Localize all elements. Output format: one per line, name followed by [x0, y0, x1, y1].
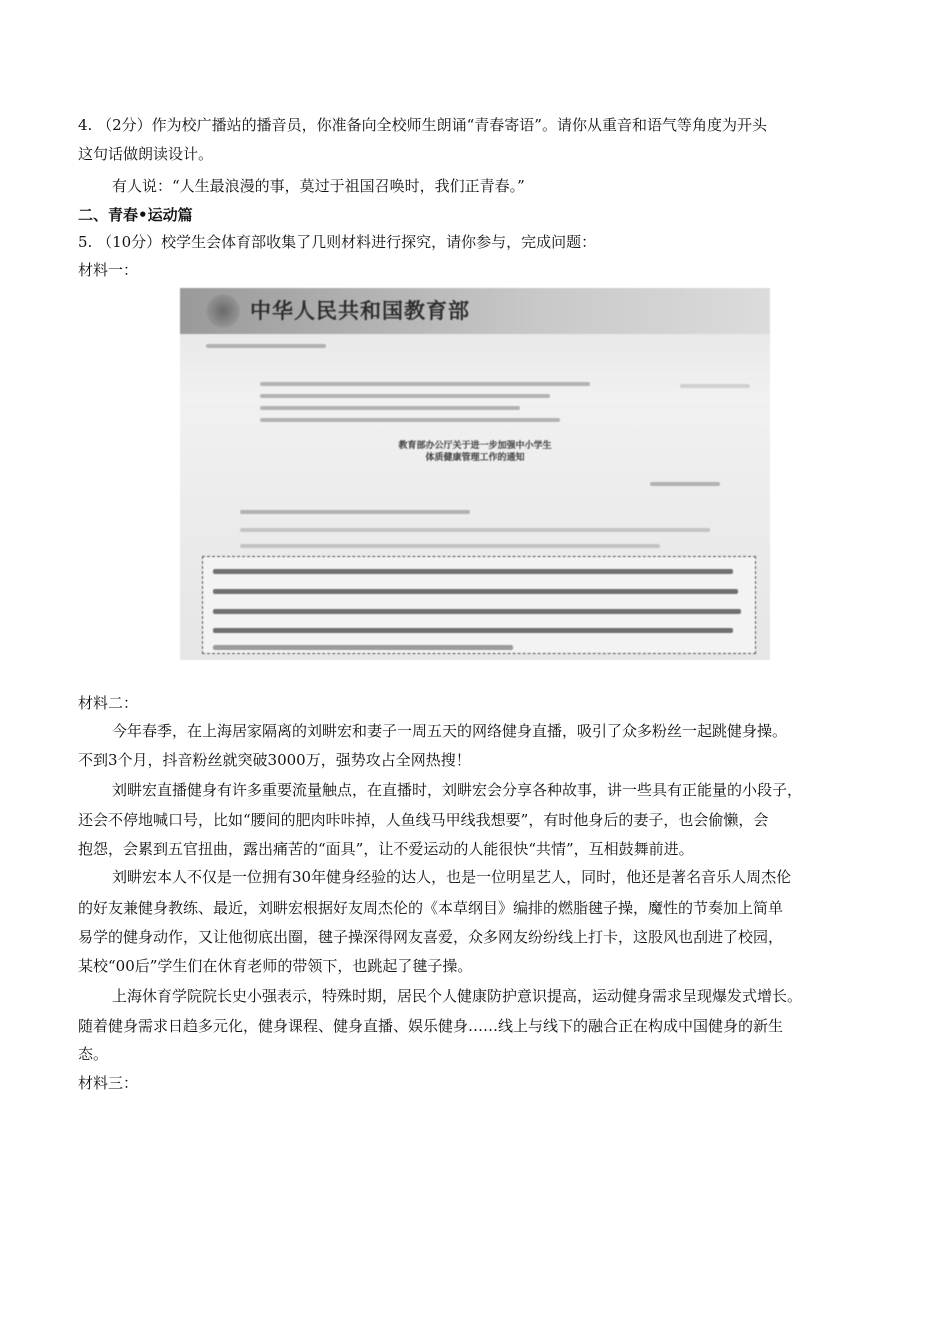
question-4-line-1: 4. （2分）作为校广播站的播音员，你准备向全校师生朗诵“青春寄语”。请你从重音和语气等角度为开头 [78, 116, 767, 134]
material-1-label: 材料一： [78, 261, 139, 279]
m2-paragraph-3-line-4: 某校“00后”学生们在休育老师的带领下，也跳起了毽子操。 [78, 957, 473, 975]
m2-paragraph-4-line-2: 随着健身需求日趋多元化，健身课程、健身直播、娱乐健身……线上与线下的融合正在构成中国健身的新生 [78, 1017, 784, 1035]
m2-paragraph-4-line-1: 上海休育学院院长史小强表示，特殊时期，居民个人健康防护意识提高，运动健身需求呈现爆发式增长。 [112, 987, 803, 1005]
ministry-name: 中华人民共和国教育部 [250, 299, 470, 323]
m2-paragraph-4-line-3: 态。 [78, 1045, 109, 1063]
m2-paragraph-2-line-3: 抱怨，会累到五官扭曲，露出痛苦的“面具”，让不爱运动的人能很快“共情”，互相鼓舞前进。 [78, 840, 694, 858]
question-5-intro: 5. （10分）校学生会体育部收集了几则材料进行探究，请你参与，完成问题： [78, 233, 597, 251]
document-title-1: 教育部办公厅关于进一步加强中小学生 [398, 441, 552, 451]
question-4-quote: 有人说：“人生最浪漫的事，莫过于祖国召唤时，我们正青春。” [112, 177, 525, 195]
material-1-screenshot [180, 288, 770, 660]
m2-paragraph-3-line-2: 的好友兼健身教练、最近，刘畊宏根据好友周杰伦的《本草纲目》编排的燃脂毽子操，魔性的节奏加上简单 [78, 899, 784, 917]
m2-paragraph-3-line-3: 易学的健身动作，又让他彻底出圈，毽子操深得网友喜爱，众多网友纷纷线上打卡，这股风也刮进了校园， [78, 928, 784, 946]
question-4-line-2: 这句话做朗读设计。 [78, 145, 214, 163]
m2-paragraph-1-line-2: 不到3个月，抖音粉丝就突破3000万，强势攻占全网热搜！ [78, 751, 471, 769]
highlighted-excerpt-box [202, 556, 756, 654]
section-2-heading: 二、青春•运动篇 [78, 206, 193, 224]
material-3-label: 材料三： [78, 1074, 139, 1092]
m2-paragraph-3-line-1: 刘畊宏本人不仅是一位拥有30年健身经验的达人，也是一位明星艺人，同时，他还是著名音乐人周杰伦 [112, 868, 792, 886]
m2-paragraph-2-line-2: 还会不停地喊口号，比如“腰间的肥肉咔咔掉，人鱼线马甲线我想要”，有时他身后的妻子，也会偷懒，会 [78, 811, 769, 829]
national-emblem-icon [206, 294, 240, 328]
m2-paragraph-1-line-1: 今年春季，在上海居家隔离的刘畊宏和妻子一周五天的网络健身直播，吸引了众多粉丝一起跳健身操。 [112, 722, 788, 740]
document-title-2: 体质健康管理工作的通知 [425, 453, 525, 463]
m2-paragraph-2-line-1: 刘畊宏直播健身有许多重要流量触点，在直播时，刘畊宏会分享各种故事，讲一些具有正能量的小段子， [112, 781, 803, 799]
material-2-label: 材料二： [78, 694, 139, 712]
